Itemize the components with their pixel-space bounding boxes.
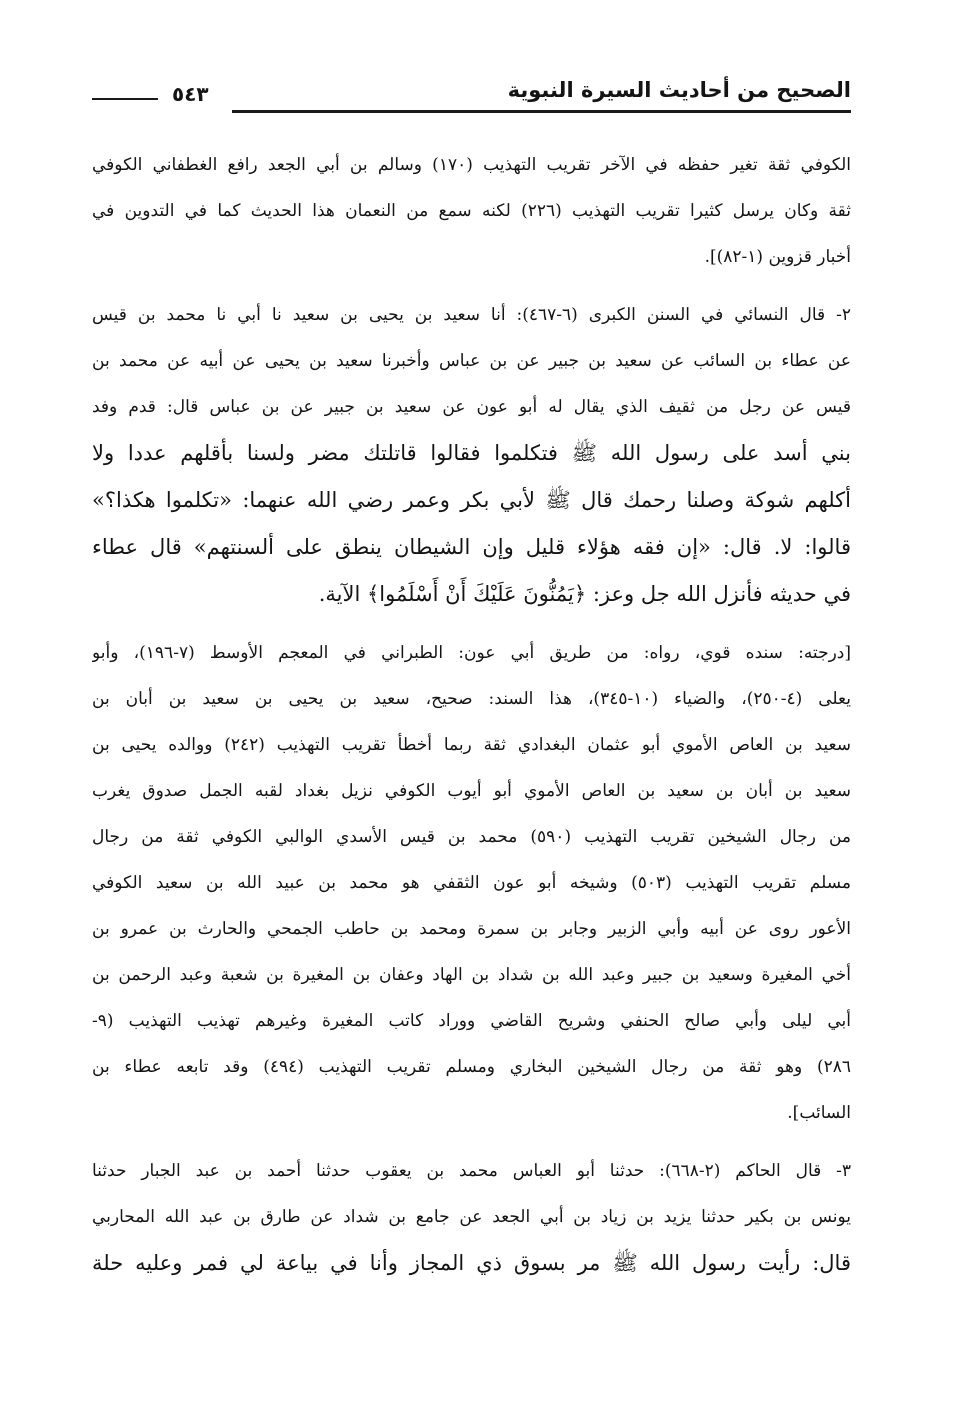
header-rule-long [232, 110, 851, 113]
text-line: ٢- قال النسائي في السنن الكبرى (٦-٤٦٧): أنا سعيد بن يحيى بن سعيد نا أبي نا محمد بن قيس [92, 305, 851, 325]
text-line: من رجال الشيخين تقريب التهذيب (٥٩٠) محمد بن قيس الأسدي الوالبي الكوفي ثقة من رجال [92, 827, 851, 847]
text-line: [درجته: سنده قوي، رواه: من طريق أبي عون: الطبراني في المعجم الأوسط (٧-١٩٦)، وأبو [92, 643, 851, 663]
text-line: أخبار قزوين (١-٨٢)]. [704, 247, 851, 267]
hadith-line: في حديثه فأنزل الله جل وعز: ﴿يَمُنُّونَ عَلَيْكَ أَنْ أَسْلَمُوا﴾ الآية. [318, 582, 851, 606]
text-line: يونس بن بكير حدثنا يزيد بن زياد بن أبي الجعد عن جامع بن شداد عن طارق بن عبد الله المحاربي [92, 1207, 851, 1227]
text-line: السائب]. [787, 1103, 851, 1123]
text-line: ٣- قال الحاكم (٢-٦٦٨): حدثنا أبو العباس محمد بن يعقوب حدثنا أحمد بن عبد الجبار حدثنا [92, 1161, 851, 1181]
hadith-line: أكلهم شوكة وصلنا رحمك قال ﷺ لأبي بكر وعمر رضي الله عنهما: «تكلموا هكذا؟» [92, 488, 851, 512]
text-line: سعيد بن أبان بن سعيد بن العاص الأموي أبو أيوب الكوفي نزيل بغداد لقبه الجمل صدوق يغرب [92, 781, 851, 801]
hadith-line: قال: رأيت رسول الله ﷺ مر بسوق ذي المجاز وأنا في بياعة لي فمر وعليه حلة [92, 1251, 851, 1275]
hadith-line: قالوا: لا. قال: «إن فقه هؤلاء قليل وإن الشيطان ينطق على ألسنتهم» قال عطاء [92, 535, 851, 559]
text-line: ثقة وكان يرسل كثيرا تقريب التهذيب (٢٢٦) لكنه سمع من النعمان هذا الحديث كما في التدوين في [92, 201, 851, 221]
text-line: الأعور روى عن أبيه وأبي الزبير وجابر بن سمرة ومحمد بن حاطب الجمحي والحارث بن عمرو بن [92, 919, 851, 939]
text-line: أخي المغيرة وسعيد بن جبير وعبد الله بن شداد بن الهاد وعفان بن المغيرة بن شعبة وعبد الرحمن بن [92, 965, 851, 985]
book-title: الصحيح من أحاديث السيرة النبوية [507, 78, 851, 102]
text-line: أبي ليلى وأبي صالح الحنفي وشريح القاضي ووراد كاتب المغيرة وغيرهم تهذيب التهذيب (٩- [92, 1011, 851, 1031]
page-body [92, 142, 851, 1287]
text-line: قيس عن رجل من ثقيف الذي يقال له أبو عون عن سعيد بن جبير عن بن عباس قال: قدم وفد [92, 397, 851, 417]
text-line: ٢٨٦) وهو ثقة من رجال الشيخين البخاري ومسلم تقريب التهذيب (٤٩٤) وقد تابعه عطاء بن [92, 1057, 851, 1077]
page-number: ٥٤٣ [164, 82, 217, 106]
hadith-line: بني أسد على رسول الله ﷺ فتكلموا فقالوا قاتلتك مضر ولسنا بأقلهم عددا ولا [92, 441, 851, 465]
text-line: يعلى (٤-٢٥٠)، والضياء (١٠-٣٤٥)، هذا السند: صحيح، سعيد بن يحيى بن سعيد بن أبان بن [92, 689, 851, 709]
text-line: الكوفي ثقة تغير حفظه في الآخر تقريب التهذيب (١٧٠) وسالم بن أبي الجعد رافع الغطفاني الكوفي [92, 155, 851, 175]
text-line: سعيد بن العاص الأموي أبو عثمان البغدادي ثقة ربما أخطأ تقريب التهذيب (٢٤٢) ووالده يحيى بن [92, 735, 851, 755]
header-rule-short [92, 98, 158, 100]
text-line: مسلم تقريب التهذيب (٥٠٣) وشيخه أبو عون الثقفي هو محمد بن عبيد الله بن سعيد الكوفي [92, 873, 851, 893]
page-header [92, 78, 851, 118]
text-line: عن عطاء بن السائب عن سعيد بن جبير عن بن عباس وأخبرنا سعيد بن يحيى عن أبيه عن محمد بن [92, 351, 851, 371]
